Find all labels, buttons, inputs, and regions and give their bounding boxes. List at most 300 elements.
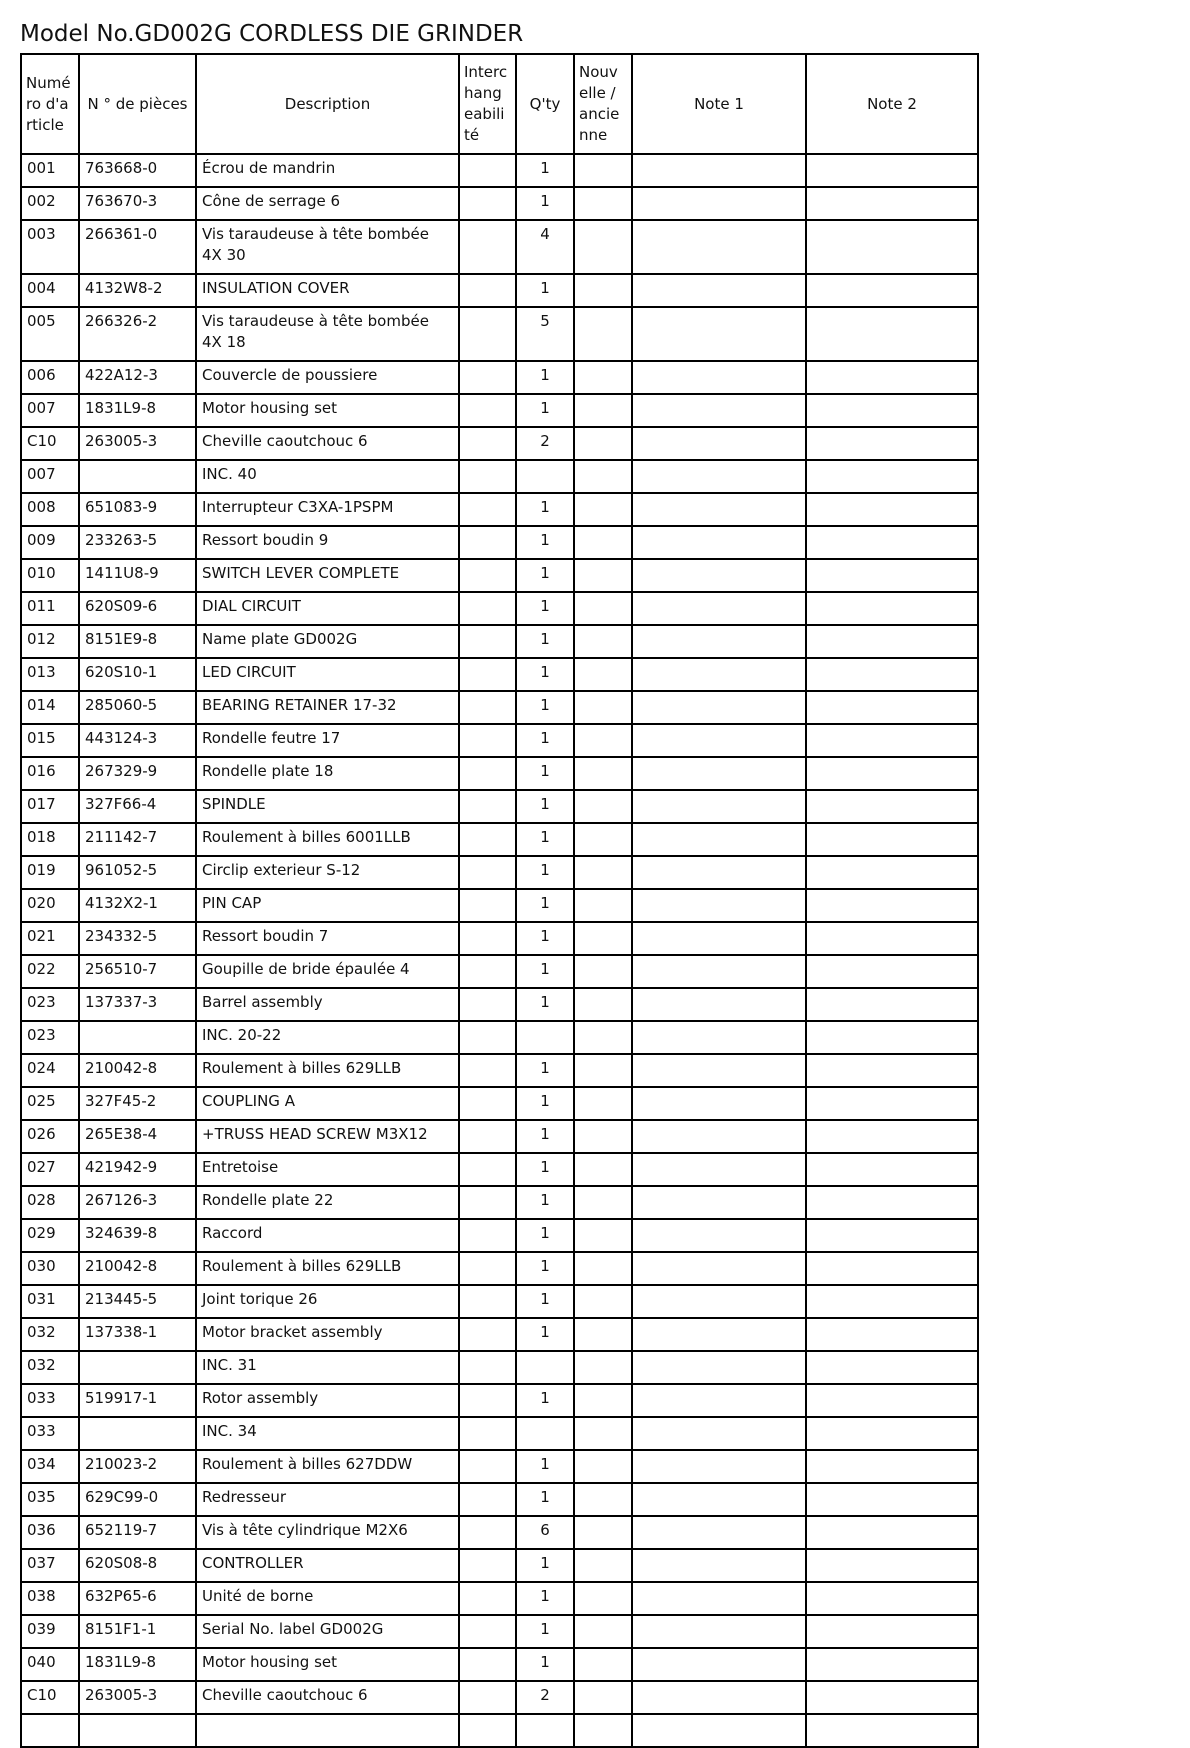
table-row [21, 1450, 978, 1483]
cell-description: Rondelle feutre 17 [196, 724, 459, 757]
cell-new-old [574, 361, 632, 394]
cell-description: Circlip exterieur S-12 [196, 856, 459, 889]
table-row [21, 1219, 978, 1252]
cell-part-number: 8151F1-1 [79, 1615, 196, 1648]
cell-item-number: 016 [21, 757, 79, 790]
cell-part-number: 327F66-4 [79, 790, 196, 823]
cell-part-number: 763670-3 [79, 187, 196, 220]
cell-note-1 [632, 1417, 806, 1450]
cell-interchangeability [459, 1483, 516, 1516]
cell-interchangeability [459, 1681, 516, 1714]
cell-item-number: 022 [21, 955, 79, 988]
cell-interchangeability [459, 493, 516, 526]
cell-note-2 [806, 1384, 978, 1417]
cell-part-number [79, 1417, 196, 1450]
cell-new-old [574, 625, 632, 658]
table-row [21, 856, 978, 889]
cell-description: Rondelle plate 18 [196, 757, 459, 790]
cell-interchangeability [459, 154, 516, 187]
cell-item-number: 010 [21, 559, 79, 592]
cell-part-number: 4132X2-1 [79, 889, 196, 922]
cell-quantity: 1 [516, 823, 574, 856]
empty-cell [79, 1714, 196, 1747]
cell-new-old [574, 1219, 632, 1252]
cell-interchangeability [459, 889, 516, 922]
table-row [21, 889, 978, 922]
cell-item-number: 013 [21, 658, 79, 691]
cell-note-1 [632, 220, 806, 274]
cell-interchangeability [459, 790, 516, 823]
table-row [21, 1021, 978, 1054]
cell-new-old [574, 1186, 632, 1219]
cell-item-number: 009 [21, 526, 79, 559]
cell-new-old [574, 1087, 632, 1120]
cell-quantity: 1 [516, 724, 574, 757]
table-row [21, 493, 978, 526]
cell-quantity: 2 [516, 1681, 574, 1714]
cell-item-number: 037 [21, 1549, 79, 1582]
header-note-1: Note 1 [632, 54, 806, 154]
cell-description: Rondelle plate 22 [196, 1186, 459, 1219]
cell-quantity: 1 [516, 1615, 574, 1648]
cell-quantity: 1 [516, 559, 574, 592]
cell-note-1 [632, 724, 806, 757]
cell-new-old [574, 658, 632, 691]
cell-description: Roulement à billes 629LLB [196, 1054, 459, 1087]
table-row [21, 592, 978, 625]
cell-new-old [574, 757, 632, 790]
cell-description: COUPLING A [196, 1087, 459, 1120]
cell-description: Cheville caoutchouc 6 [196, 1681, 459, 1714]
table-row [21, 187, 978, 220]
cell-item-number: 030 [21, 1252, 79, 1285]
cell-note-1 [632, 955, 806, 988]
cell-description: Ressort boudin 7 [196, 922, 459, 955]
cell-part-number: 4132W8-2 [79, 274, 196, 307]
cell-item-number: 025 [21, 1087, 79, 1120]
cell-interchangeability [459, 1417, 516, 1450]
cell-description: INSULATION COVER [196, 274, 459, 307]
cell-item-number: 032 [21, 1318, 79, 1351]
cell-new-old [574, 592, 632, 625]
cell-interchangeability [459, 220, 516, 274]
cell-quantity: 1 [516, 1648, 574, 1681]
header-item-number: Numéro d'article [21, 54, 79, 154]
cell-quantity: 1 [516, 1285, 574, 1318]
cell-item-number: 033 [21, 1417, 79, 1450]
cell-description: INC. 34 [196, 1417, 459, 1450]
table-row [21, 427, 978, 460]
header-quantity: Q'ty [516, 54, 574, 154]
cell-description: Entretoise [196, 1153, 459, 1186]
cell-new-old [574, 427, 632, 460]
cell-note-1 [632, 658, 806, 691]
cell-note-2 [806, 856, 978, 889]
cell-note-2 [806, 1516, 978, 1549]
cell-part-number: 519917-1 [79, 1384, 196, 1417]
cell-part-number: 211142-7 [79, 823, 196, 856]
cell-interchangeability [459, 1450, 516, 1483]
cell-note-2 [806, 274, 978, 307]
cell-quantity: 1 [516, 1318, 574, 1351]
cell-note-2 [806, 1318, 978, 1351]
cell-part-number: 267126-3 [79, 1186, 196, 1219]
cell-note-2 [806, 220, 978, 274]
cell-note-1 [632, 427, 806, 460]
cell-item-number: 019 [21, 856, 79, 889]
cell-description: Rotor assembly [196, 1384, 459, 1417]
cell-interchangeability [459, 1351, 516, 1384]
cell-interchangeability [459, 460, 516, 493]
cell-interchangeability [459, 823, 516, 856]
table-row [21, 1153, 978, 1186]
cell-new-old [574, 1483, 632, 1516]
cell-new-old [574, 220, 632, 274]
cell-interchangeability [459, 1186, 516, 1219]
cell-new-old [574, 691, 632, 724]
cell-new-old [574, 1021, 632, 1054]
cell-note-1 [632, 1120, 806, 1153]
table-row [21, 1681, 978, 1714]
empty-cell [632, 1714, 806, 1747]
cell-quantity: 6 [516, 1516, 574, 1549]
cell-part-number [79, 1021, 196, 1054]
cell-description: Écrou de mandrin [196, 154, 459, 187]
cell-item-number: 027 [21, 1153, 79, 1186]
cell-item-number: 023 [21, 988, 79, 1021]
cell-note-2 [806, 1252, 978, 1285]
cell-new-old [574, 1417, 632, 1450]
cell-new-old [574, 460, 632, 493]
cell-description: INC. 31 [196, 1351, 459, 1384]
cell-interchangeability [459, 592, 516, 625]
cell-note-1 [632, 1384, 806, 1417]
cell-item-number: 038 [21, 1582, 79, 1615]
cell-interchangeability [459, 1219, 516, 1252]
table-row [21, 1384, 978, 1417]
cell-item-number: 008 [21, 493, 79, 526]
table-row [21, 1582, 978, 1615]
table-row [21, 988, 978, 1021]
cell-interchangeability [459, 307, 516, 361]
table-row [21, 460, 978, 493]
cell-new-old [574, 724, 632, 757]
cell-note-1 [632, 823, 806, 856]
cell-quantity: 1 [516, 658, 574, 691]
cell-item-number: 014 [21, 691, 79, 724]
cell-item-number: 007 [21, 394, 79, 427]
cell-interchangeability [459, 559, 516, 592]
cell-quantity: 1 [516, 856, 574, 889]
cell-interchangeability [459, 1516, 516, 1549]
cell-part-number: 234332-5 [79, 922, 196, 955]
cell-interchangeability [459, 1615, 516, 1648]
cell-interchangeability [459, 922, 516, 955]
table-row-partial [21, 1714, 978, 1747]
cell-item-number: 018 [21, 823, 79, 856]
cell-note-2 [806, 1120, 978, 1153]
cell-part-number: 1831L9-8 [79, 1648, 196, 1681]
table-row [21, 1417, 978, 1450]
cell-note-1 [632, 526, 806, 559]
cell-item-number: 036 [21, 1516, 79, 1549]
cell-note-2 [806, 361, 978, 394]
cell-note-2 [806, 955, 978, 988]
cell-note-2 [806, 757, 978, 790]
cell-part-number: 285060-5 [79, 691, 196, 724]
cell-note-2 [806, 823, 978, 856]
cell-item-number: 001 [21, 154, 79, 187]
cell-item-number: 026 [21, 1120, 79, 1153]
cell-note-1 [632, 1252, 806, 1285]
cell-note-2 [806, 187, 978, 220]
cell-new-old [574, 889, 632, 922]
cell-interchangeability [459, 1648, 516, 1681]
cell-interchangeability [459, 1318, 516, 1351]
cell-note-2 [806, 592, 978, 625]
cell-new-old [574, 1681, 632, 1714]
table-row [21, 1318, 978, 1351]
table-row [21, 1351, 978, 1384]
cell-note-2 [806, 1186, 978, 1219]
cell-quantity [516, 1351, 574, 1384]
cell-part-number: 961052-5 [79, 856, 196, 889]
cell-item-number: C10 [21, 1681, 79, 1714]
cell-note-2 [806, 1483, 978, 1516]
cell-new-old [574, 526, 632, 559]
table-row [21, 1549, 978, 1582]
cell-note-1 [632, 1285, 806, 1318]
cell-note-1 [632, 1549, 806, 1582]
cell-part-number: 137338-1 [79, 1318, 196, 1351]
cell-part-number: 651083-9 [79, 493, 196, 526]
cell-new-old [574, 493, 632, 526]
table-row [21, 1186, 978, 1219]
cell-new-old [574, 1516, 632, 1549]
cell-interchangeability [459, 625, 516, 658]
cell-note-1 [632, 1450, 806, 1483]
cell-quantity: 1 [516, 526, 574, 559]
cell-part-number [79, 460, 196, 493]
cell-item-number: 023 [21, 1021, 79, 1054]
cell-quantity: 1 [516, 988, 574, 1021]
cell-description: DIAL CIRCUIT [196, 592, 459, 625]
cell-note-1 [632, 1318, 806, 1351]
cell-note-1 [632, 1186, 806, 1219]
cell-description: SPINDLE [196, 790, 459, 823]
cell-item-number: 007 [21, 460, 79, 493]
cell-description: Cône de serrage 6 [196, 187, 459, 220]
cell-note-1 [632, 394, 806, 427]
cell-new-old [574, 1549, 632, 1582]
cell-item-number: C10 [21, 427, 79, 460]
header-part-number: N ° de pièces [79, 54, 196, 154]
cell-description: Roulement à billes 6001LLB [196, 823, 459, 856]
cell-item-number: 004 [21, 274, 79, 307]
cell-item-number: 035 [21, 1483, 79, 1516]
cell-note-2 [806, 922, 978, 955]
cell-description: Roulement à billes 629LLB [196, 1252, 459, 1285]
cell-part-number: 213445-5 [79, 1285, 196, 1318]
cell-interchangeability [459, 1582, 516, 1615]
cell-description: Ressort boudin 9 [196, 526, 459, 559]
table-row [21, 1252, 978, 1285]
cell-item-number: 005 [21, 307, 79, 361]
cell-note-2 [806, 1549, 978, 1582]
cell-description: BEARING RETAINER 17-32 [196, 691, 459, 724]
cell-note-1 [632, 757, 806, 790]
cell-interchangeability [459, 1384, 516, 1417]
cell-note-2 [806, 493, 978, 526]
cell-note-2 [806, 1582, 978, 1615]
cell-note-1 [632, 625, 806, 658]
cell-description: Roulement à billes 627DDW [196, 1450, 459, 1483]
cell-new-old [574, 922, 632, 955]
cell-item-number: 002 [21, 187, 79, 220]
table-row [21, 307, 978, 361]
cell-description: Raccord [196, 1219, 459, 1252]
cell-interchangeability [459, 1120, 516, 1153]
cell-new-old [574, 1318, 632, 1351]
cell-interchangeability [459, 1087, 516, 1120]
cell-note-2 [806, 1054, 978, 1087]
cell-new-old [574, 559, 632, 592]
cell-note-1 [632, 1483, 806, 1516]
cell-new-old [574, 823, 632, 856]
cell-note-2 [806, 658, 978, 691]
cell-quantity: 1 [516, 592, 574, 625]
cell-new-old [574, 1615, 632, 1648]
table-row [21, 724, 978, 757]
cell-part-number: 1831L9-8 [79, 394, 196, 427]
cell-note-2 [806, 1285, 978, 1318]
cell-interchangeability [459, 724, 516, 757]
cell-quantity: 1 [516, 493, 574, 526]
cell-quantity: 1 [516, 361, 574, 394]
cell-interchangeability [459, 526, 516, 559]
table-row [21, 274, 978, 307]
cell-description: +TRUSS HEAD SCREW M3X12 [196, 1120, 459, 1153]
cell-interchangeability [459, 658, 516, 691]
cell-note-1 [632, 922, 806, 955]
page-title: Model No.GD002G CORDLESS DIE GRINDER [20, 21, 524, 47]
cell-description: Vis taraudeuse à tête bombée 4X 30 [196, 220, 459, 274]
table-row [21, 823, 978, 856]
table-row [21, 1120, 978, 1153]
table-row [21, 154, 978, 187]
cell-part-number: 632P65-6 [79, 1582, 196, 1615]
cell-quantity: 1 [516, 1483, 574, 1516]
cell-part-number: 8151E9-8 [79, 625, 196, 658]
cell-note-1 [632, 1681, 806, 1714]
cell-interchangeability [459, 1285, 516, 1318]
empty-cell [516, 1714, 574, 1747]
cell-quantity: 1 [516, 274, 574, 307]
cell-item-number: 034 [21, 1450, 79, 1483]
table-row [21, 658, 978, 691]
table-row [21, 1087, 978, 1120]
cell-part-number: 327F45-2 [79, 1087, 196, 1120]
cell-part-number: 210023-2 [79, 1450, 196, 1483]
header-note-2: Note 2 [806, 54, 978, 154]
cell-quantity: 1 [516, 790, 574, 823]
cell-note-2 [806, 1021, 978, 1054]
cell-note-2 [806, 1450, 978, 1483]
cell-description: Vis à tête cylindrique M2X6 [196, 1516, 459, 1549]
cell-part-number: 210042-8 [79, 1252, 196, 1285]
cell-description: INC. 40 [196, 460, 459, 493]
cell-interchangeability [459, 691, 516, 724]
cell-interchangeability [459, 394, 516, 427]
cell-note-2 [806, 625, 978, 658]
cell-new-old [574, 856, 632, 889]
cell-new-old [574, 1252, 632, 1285]
table-row [21, 1516, 978, 1549]
cell-quantity [516, 1417, 574, 1450]
cell-new-old [574, 154, 632, 187]
cell-description: Goupille de bride épaulée 4 [196, 955, 459, 988]
cell-part-number: 763668-0 [79, 154, 196, 187]
header-description: Description [196, 54, 459, 154]
cell-part-number: 210042-8 [79, 1054, 196, 1087]
cell-note-1 [632, 889, 806, 922]
cell-quantity: 1 [516, 1252, 574, 1285]
cell-note-1 [632, 1153, 806, 1186]
cell-quantity: 1 [516, 1549, 574, 1582]
cell-quantity: 1 [516, 187, 574, 220]
cell-note-2 [806, 1219, 978, 1252]
table-row [21, 790, 978, 823]
cell-note-2 [806, 526, 978, 559]
table-row [21, 220, 978, 274]
cell-part-number: 256510-7 [79, 955, 196, 988]
cell-interchangeability [459, 1252, 516, 1285]
cell-note-1 [632, 1054, 806, 1087]
cell-part-number: 266361-0 [79, 220, 196, 274]
cell-description: LED CIRCUIT [196, 658, 459, 691]
cell-interchangeability [459, 361, 516, 394]
cell-description: Unité de borne [196, 1582, 459, 1615]
cell-part-number: 267329-9 [79, 757, 196, 790]
cell-part-number: 1411U8-9 [79, 559, 196, 592]
table-row [21, 361, 978, 394]
cell-new-old [574, 988, 632, 1021]
cell-description: Joint torique 26 [196, 1285, 459, 1318]
cell-part-number: 421942-9 [79, 1153, 196, 1186]
cell-interchangeability [459, 856, 516, 889]
cell-item-number: 012 [21, 625, 79, 658]
cell-quantity: 1 [516, 1120, 574, 1153]
cell-interchangeability [459, 274, 516, 307]
cell-description: Serial No. label GD002G [196, 1615, 459, 1648]
cell-item-number: 028 [21, 1186, 79, 1219]
cell-new-old [574, 955, 632, 988]
cell-interchangeability [459, 757, 516, 790]
table-header-row [21, 54, 978, 154]
cell-new-old [574, 1450, 632, 1483]
cell-description: CONTROLLER [196, 1549, 459, 1582]
cell-note-1 [632, 856, 806, 889]
empty-cell [21, 1714, 79, 1747]
header-new-old: Nouvelle / ancienne [574, 54, 632, 154]
cell-note-1 [632, 1219, 806, 1252]
cell-description: Motor bracket assembly [196, 1318, 459, 1351]
cell-note-1 [632, 1648, 806, 1681]
cell-note-2 [806, 724, 978, 757]
table-row [21, 559, 978, 592]
cell-note-2 [806, 1153, 978, 1186]
cell-interchangeability [459, 988, 516, 1021]
